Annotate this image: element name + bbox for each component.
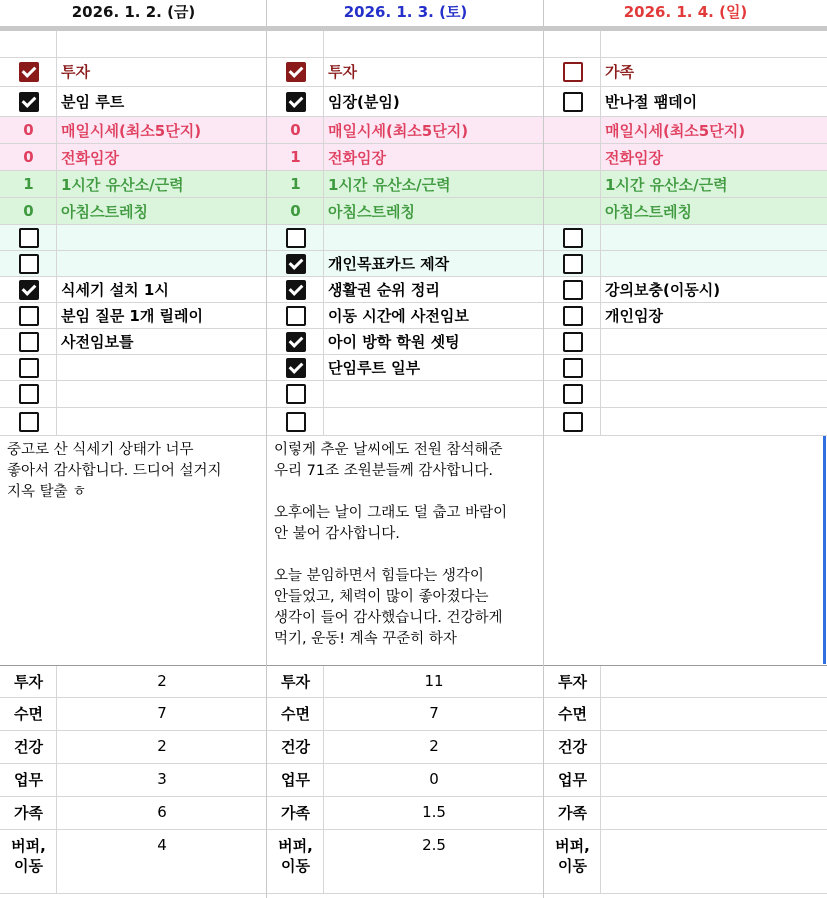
checkbox-checked[interactable] <box>286 92 306 112</box>
checkbox-unchecked[interactable] <box>19 384 39 404</box>
stat-hours[interactable] <box>601 830 827 893</box>
task-label: 단임루트 일부 <box>328 359 421 377</box>
green-habit-row[interactable] <box>267 198 544 225</box>
task-label: 분임 질문 1개 릴레이 <box>61 307 204 325</box>
checkbox-checked[interactable] <box>286 358 306 378</box>
time-stat-row[interactable] <box>0 698 267 731</box>
stat-hours[interactable]: 4 <box>157 836 167 854</box>
task-row[interactable] <box>544 329 827 355</box>
habit-count[interactable]: 1 <box>290 148 301 166</box>
category-row[interactable] <box>0 57 267 87</box>
habit-label: 아침스트레칭 <box>61 202 148 221</box>
stat-category: 가족 <box>281 804 310 822</box>
gratitude-notes[interactable]: 이렇게 추운 날씨에도 전원 참석해준 우리 71조 조원분들께 감사합니다. 오후에는 날이 그래도 덜 춥고 바람이 안 불어 감사합니다. 오늘 분임하면서 힘들다는 생각이 안들었고, 체력이 많이 좋아졌다는 생각이 들어 감사했습니다. 건강하게 먹기, 운동! 계속 꾸준히 하자 <box>267 436 544 666</box>
column-divider <box>266 0 267 898</box>
stat-hours[interactable]: 11 <box>424 672 444 690</box>
pink-habit-row[interactable] <box>267 144 544 171</box>
stat-category: 투자 <box>558 673 587 691</box>
task-row[interactable] <box>544 303 827 329</box>
habit-count[interactable]: 0 <box>290 121 301 139</box>
checkbox-unchecked[interactable] <box>286 384 306 404</box>
checkbox-checked[interactable] <box>19 62 39 82</box>
stat-category: 버퍼, 이동 <box>555 837 590 875</box>
stat-category: 업무 <box>14 771 43 789</box>
category-label: 가족 <box>605 63 634 81</box>
green-habit-row[interactable] <box>544 198 827 225</box>
habit-count[interactable]: 0 <box>290 202 301 220</box>
stat-hours[interactable]: 1.5 <box>422 803 446 821</box>
task-label: 생활권 순위 정리 <box>328 281 440 299</box>
cell-border <box>600 31 601 57</box>
stat-hours[interactable]: 2 <box>157 672 167 690</box>
stat-category: 투자 <box>281 673 310 691</box>
stat-category: 버퍼, 이동 <box>278 837 313 875</box>
task-row[interactable] <box>267 355 544 381</box>
task-label <box>601 329 827 354</box>
checkbox-checked[interactable] <box>286 332 306 352</box>
column-divider <box>543 0 544 898</box>
category-row[interactable] <box>267 57 544 87</box>
pink-habit-row[interactable] <box>0 117 267 144</box>
task-row[interactable] <box>267 408 544 436</box>
time-stat-row[interactable] <box>267 666 544 698</box>
checkbox-unchecked[interactable] <box>563 306 583 326</box>
task-row[interactable] <box>0 225 267 251</box>
task-label: 식세기 설치 1시 <box>61 281 169 299</box>
stat-hours[interactable]: 2 <box>157 737 167 755</box>
task-row[interactable] <box>544 408 827 436</box>
blank-row[interactable] <box>0 31 267 58</box>
task-label <box>57 225 267 250</box>
checkbox-unchecked[interactable] <box>563 228 583 248</box>
stat-category: 수면 <box>281 705 310 723</box>
time-stat-row[interactable] <box>544 797 827 830</box>
stat-hours[interactable]: 3 <box>157 770 167 788</box>
stat-hours[interactable]: 2.5 <box>422 836 446 854</box>
task-row[interactable] <box>0 303 267 329</box>
cell-border <box>323 31 324 57</box>
time-stat-row[interactable] <box>544 830 827 894</box>
time-stat-row[interactable] <box>267 731 544 764</box>
green-habit-row[interactable] <box>267 171 544 198</box>
task-label <box>601 225 827 250</box>
task-label: 개인목표카드 제작 <box>328 255 450 273</box>
stat-hours[interactable]: 7 <box>157 704 167 722</box>
habit-label: 매일시세(최소5단지) <box>605 121 746 140</box>
habit-label: 1시간 유산소/근력 <box>61 175 184 194</box>
time-stat-row[interactable] <box>0 666 267 698</box>
gratitude-notes[interactable]: 중고로 산 식세기 상태가 너무 좋아서 감사합니다. 드디어 설거지 지옥 탈출 ㅎ <box>0 436 267 666</box>
checkbox-unchecked[interactable] <box>563 92 583 112</box>
time-stat-row[interactable] <box>267 830 544 894</box>
stat-hours[interactable] <box>601 698 827 730</box>
task-row[interactable] <box>0 277 267 303</box>
habit-label: 아침스트레칭 <box>605 202 692 221</box>
habit-count[interactable]: 0 <box>23 121 34 139</box>
stat-category: 건강 <box>558 738 587 756</box>
task-row[interactable] <box>544 381 827 408</box>
pink-habit-row[interactable] <box>267 117 544 144</box>
task-row[interactable] <box>0 355 267 381</box>
checkbox-unchecked[interactable] <box>19 332 39 352</box>
task-row[interactable] <box>267 225 544 251</box>
checkbox-checked[interactable] <box>286 62 306 82</box>
checkbox-unchecked[interactable] <box>286 306 306 326</box>
task-row[interactable] <box>544 277 827 303</box>
green-habit-row[interactable] <box>0 171 267 198</box>
checkbox-unchecked[interactable] <box>19 228 39 248</box>
time-stat-row[interactable] <box>0 731 267 764</box>
task-row[interactable] <box>267 251 544 277</box>
green-habit-row[interactable] <box>544 171 827 198</box>
checkbox-unchecked[interactable] <box>286 412 306 432</box>
task-row[interactable] <box>0 329 267 355</box>
habit-count[interactable]: 0 <box>23 148 34 166</box>
task-row[interactable] <box>267 303 544 329</box>
checkbox-unchecked[interactable] <box>19 254 39 274</box>
day-column-3 <box>544 0 827 898</box>
pink-habit-row[interactable] <box>544 144 827 171</box>
time-stat-row[interactable] <box>544 764 827 797</box>
green-habit-row[interactable] <box>0 198 267 225</box>
task-label: 강의보충(이동시) <box>605 281 721 299</box>
task-row[interactable] <box>267 277 544 303</box>
category-label: 반나절 팸데이 <box>605 93 698 111</box>
habit-label: 1시간 유산소/근력 <box>328 175 451 194</box>
time-stat-row[interactable] <box>544 666 827 698</box>
task-label <box>57 251 267 276</box>
habit-label: 전화임장 <box>61 148 119 167</box>
checkbox-unchecked[interactable] <box>563 332 583 352</box>
time-stat-row[interactable] <box>0 830 267 894</box>
time-stat-row[interactable] <box>267 764 544 797</box>
stat-hours[interactable]: 2 <box>429 737 439 755</box>
stat-hours[interactable]: 6 <box>157 803 167 821</box>
task-label: 아이 방학 학원 셋팅 <box>328 333 460 351</box>
stat-hours[interactable]: 7 <box>429 704 439 722</box>
date-header: 2026. 1. 4. (일) <box>623 3 748 21</box>
gratitude-notes[interactable] <box>544 436 827 666</box>
stat-category: 투자 <box>14 673 43 691</box>
stat-category: 가족 <box>14 804 43 822</box>
date-header: 2026. 1. 2. (금) <box>71 3 196 21</box>
time-stat-row[interactable] <box>544 731 827 764</box>
task-row[interactable] <box>0 251 267 277</box>
checkbox-unchecked[interactable] <box>19 412 39 432</box>
cell-selection-border <box>823 436 826 664</box>
task-label: 이동 시간에 사전임보 <box>328 307 469 325</box>
category-row[interactable] <box>267 87 544 117</box>
category-row[interactable] <box>0 87 267 117</box>
habit-label: 1시간 유산소/근력 <box>605 175 728 194</box>
checkbox-unchecked[interactable] <box>563 62 583 82</box>
pink-habit-row[interactable] <box>0 144 267 171</box>
habit-label: 매일시세(최소5단지) <box>61 121 202 140</box>
time-stat-row[interactable] <box>544 698 827 731</box>
checkbox-unchecked[interactable] <box>563 280 583 300</box>
stat-category: 수면 <box>14 705 43 723</box>
checkbox-checked[interactable] <box>286 254 306 274</box>
stat-hours[interactable]: 0 <box>429 770 439 788</box>
category-label: 임장(분임) <box>328 93 400 111</box>
habit-count[interactable]: 1 <box>23 175 34 193</box>
checkbox-unchecked[interactable] <box>19 306 39 326</box>
task-row[interactable] <box>0 381 267 408</box>
task-label <box>57 408 267 435</box>
task-label <box>57 381 267 407</box>
stat-category: 건강 <box>281 738 310 756</box>
stat-hours[interactable] <box>601 731 827 763</box>
category-row[interactable] <box>544 57 827 87</box>
stat-category: 가족 <box>558 804 587 822</box>
habit-count[interactable] <box>544 117 601 143</box>
task-label: 사전임보틀 <box>61 333 134 351</box>
checkbox-checked[interactable] <box>19 92 39 112</box>
time-stat-row[interactable] <box>267 797 544 830</box>
category-label: 투자 <box>328 63 357 81</box>
habit-label: 매일시세(최소5단지) <box>328 121 469 140</box>
task-row[interactable] <box>544 251 827 277</box>
category-label: 투자 <box>61 63 90 81</box>
checkbox-checked[interactable] <box>19 280 39 300</box>
checkbox-unchecked[interactable] <box>286 228 306 248</box>
checkbox-unchecked[interactable] <box>563 254 583 274</box>
stat-hours[interactable] <box>601 797 827 829</box>
cell-border <box>56 31 57 57</box>
task-label <box>601 355 827 380</box>
stat-category: 업무 <box>558 771 587 789</box>
day-column-2 <box>267 0 544 898</box>
checkbox-checked[interactable] <box>286 280 306 300</box>
task-label <box>601 408 827 435</box>
checkbox-unchecked[interactable] <box>563 358 583 378</box>
task-label <box>324 408 544 435</box>
time-stat-row[interactable] <box>267 698 544 731</box>
checkbox-unchecked[interactable] <box>19 358 39 378</box>
task-label <box>324 225 544 250</box>
habit-count[interactable]: 0 <box>23 202 34 220</box>
task-row[interactable] <box>0 408 267 436</box>
pink-habit-row[interactable] <box>544 117 827 144</box>
task-label <box>601 251 827 276</box>
habit-count[interactable]: 1 <box>290 175 301 193</box>
stat-category: 건강 <box>14 738 43 756</box>
checkbox-unchecked[interactable] <box>563 384 583 404</box>
habit-count[interactable] <box>544 144 601 170</box>
stat-hours[interactable] <box>601 764 827 796</box>
category-row[interactable] <box>544 87 827 117</box>
time-stat-row[interactable] <box>0 764 267 797</box>
habit-label: 전화임장 <box>605 148 663 167</box>
habit-label: 아침스트레칭 <box>328 202 415 221</box>
time-stat-row[interactable] <box>0 797 267 830</box>
stat-hours[interactable] <box>601 666 827 697</box>
task-label <box>57 355 267 380</box>
day-column-1 <box>0 0 267 898</box>
task-label <box>601 381 827 407</box>
stat-category: 수면 <box>558 705 587 723</box>
task-row[interactable] <box>544 355 827 381</box>
task-label <box>324 381 544 407</box>
task-row[interactable] <box>267 329 544 355</box>
checkbox-unchecked[interactable] <box>563 412 583 432</box>
blank-row[interactable] <box>544 31 827 58</box>
habit-count[interactable] <box>544 171 601 197</box>
stat-category: 업무 <box>281 771 310 789</box>
habit-count[interactable] <box>544 198 601 224</box>
category-label: 분임 루트 <box>61 93 125 111</box>
stat-category: 버퍼, 이동 <box>11 837 46 875</box>
task-row[interactable] <box>544 225 827 251</box>
date-header: 2026. 1. 3. (토) <box>343 3 468 21</box>
task-label: 개인임장 <box>605 307 663 325</box>
blank-row[interactable] <box>267 31 544 58</box>
task-row[interactable] <box>267 381 544 408</box>
habit-label: 전화임장 <box>328 148 386 167</box>
